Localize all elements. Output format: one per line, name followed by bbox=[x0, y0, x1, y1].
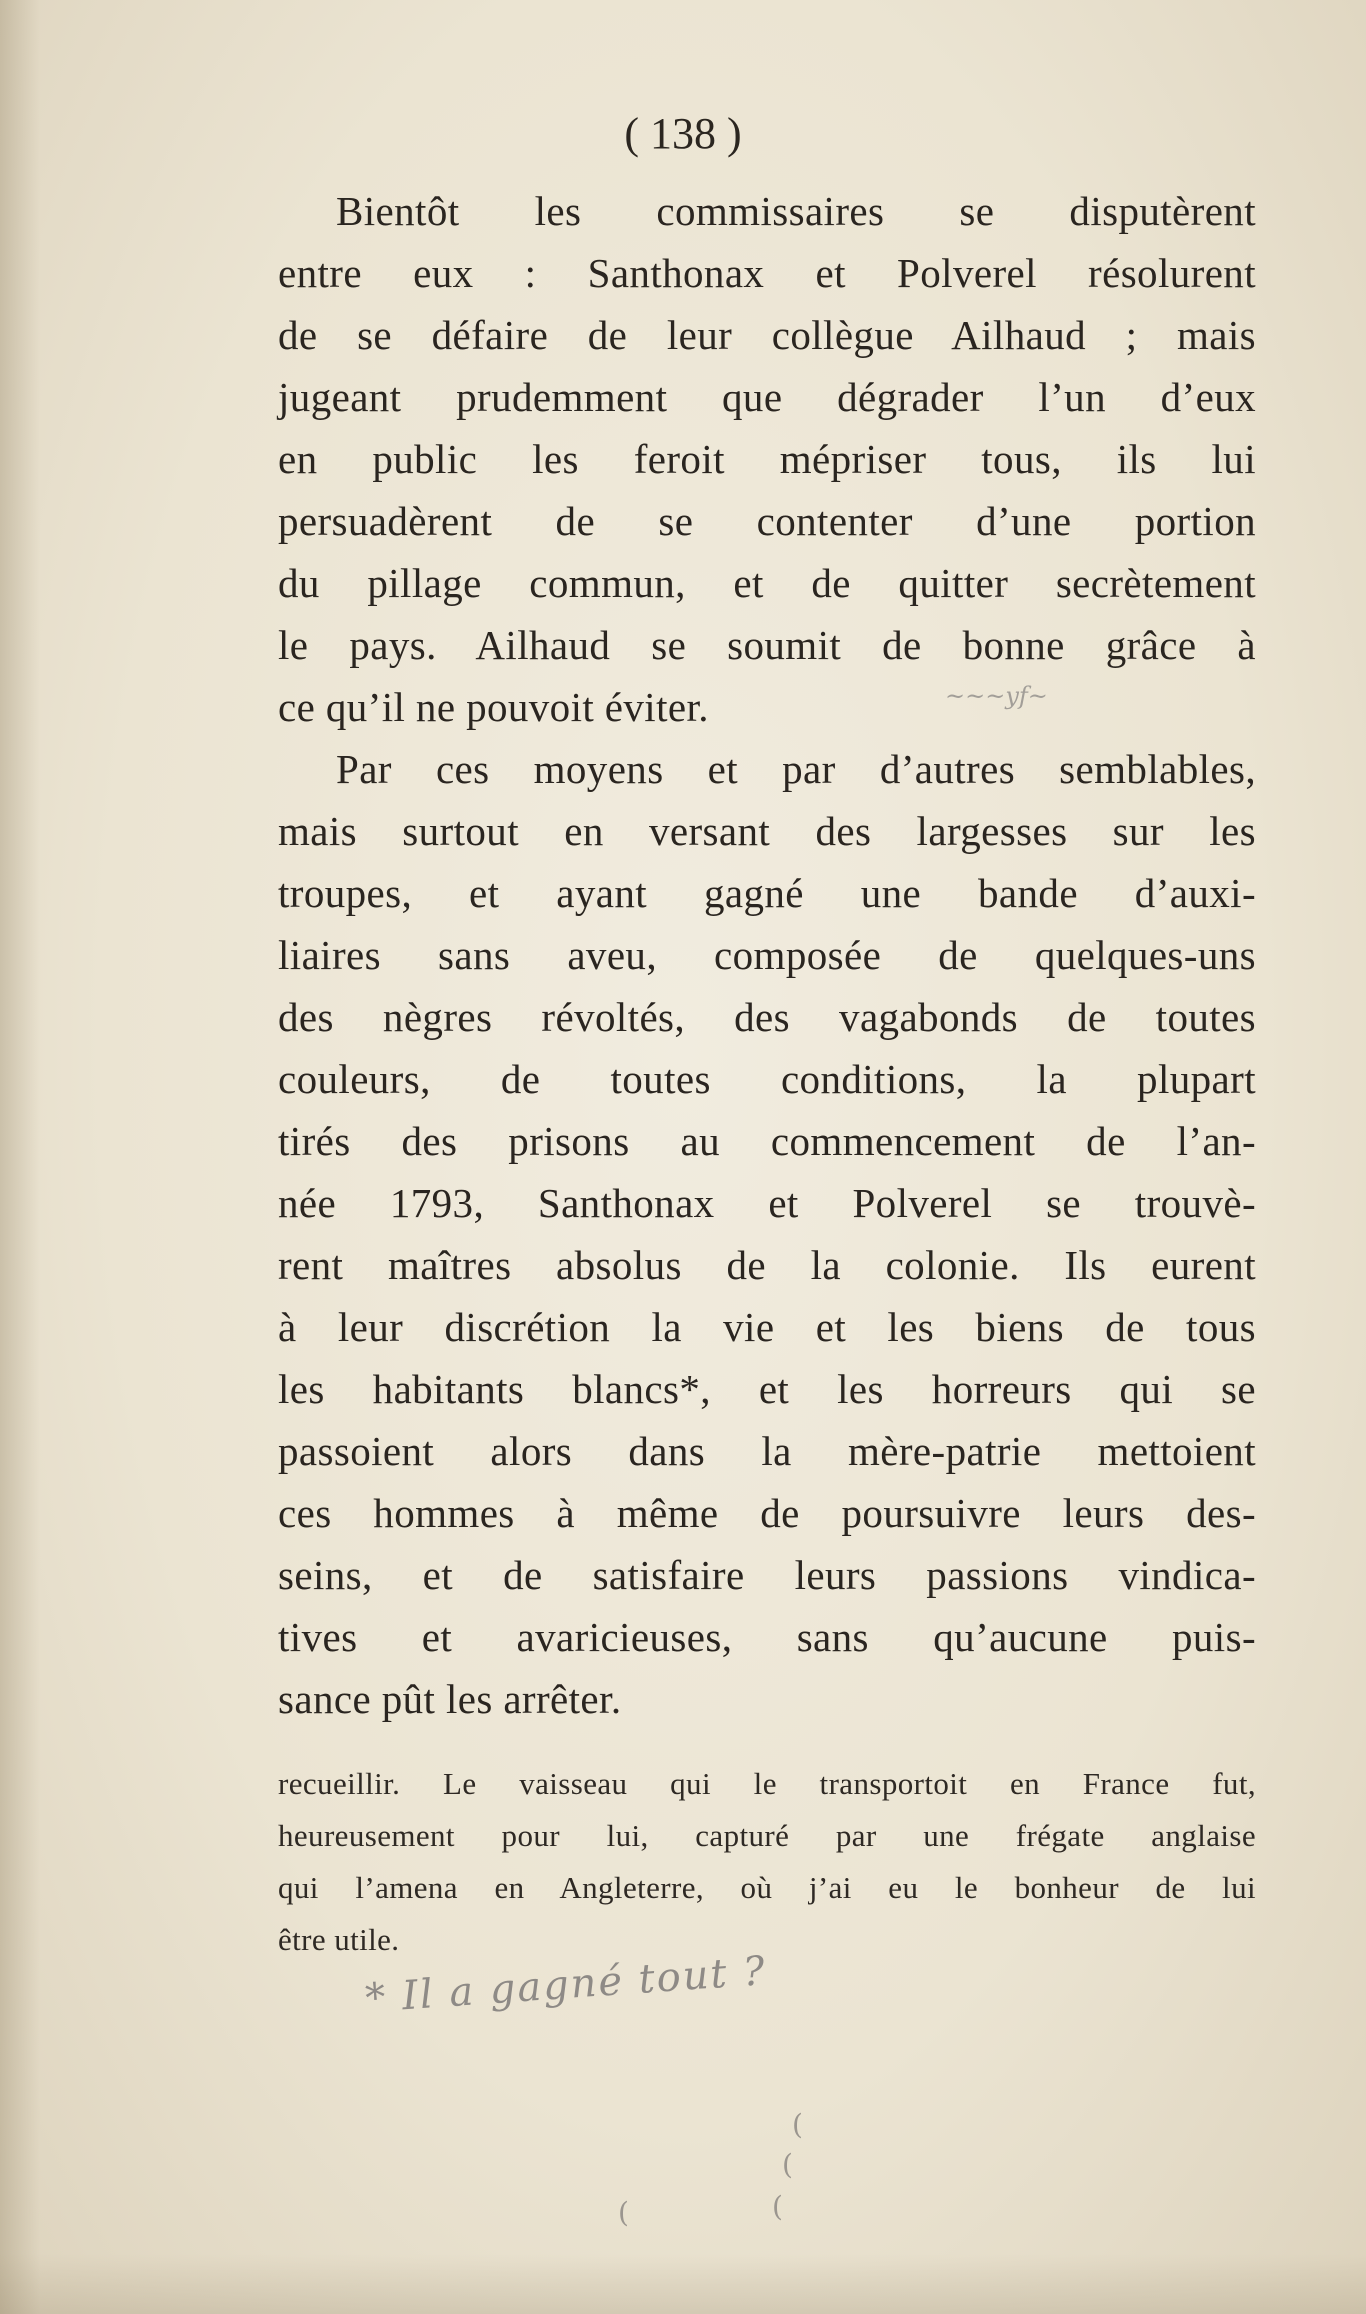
pencil-tick-icon: ( bbox=[782, 2148, 793, 2181]
pencil-tick-icon: ( bbox=[772, 2190, 783, 2223]
body-text bbox=[278, 180, 1256, 1730]
text-line: seins, et de satisfaire leurs passions vindica- bbox=[278, 1552, 1256, 1598]
footnote-line: heureusement pour lui, capturé par une frégate anglaise bbox=[278, 1818, 1256, 1853]
text-line: tives et avaricieuses, sans qu’aucune puis- bbox=[278, 1614, 1256, 1660]
text-line: persuadèrent de se contenter d’une portion bbox=[278, 498, 1256, 544]
footnote-line: être utile. bbox=[278, 1922, 400, 1957]
text-line: rent maîtres absolus de la colonie. Ils eurent bbox=[278, 1242, 1256, 1288]
pencil-tick-icon: ( bbox=[792, 2108, 803, 2141]
text-line: ces hommes à même de poursuivre leurs des- bbox=[278, 1490, 1256, 1536]
text-line: troupes, et ayant gagné une bande d’auxi- bbox=[278, 870, 1256, 916]
text-line: des nègres révoltés, des vagabonds de toutes bbox=[278, 994, 1256, 1040]
footnote-line: recueillir. Le vaisseau qui le transportoit en France fut, bbox=[278, 1766, 1256, 1801]
text-line: de se défaire de leur collègue Ailhaud ; mais bbox=[278, 312, 1256, 358]
page-bottom-shadow bbox=[0, 2254, 1366, 2314]
text-line: le pays. Ailhaud se soumit de bonne grâce à bbox=[278, 622, 1256, 668]
text-line: mais surtout en versant des largesses sur les bbox=[278, 808, 1256, 854]
footnote-line: qui l’amena en Angleterre, où j’ai eu le bonheur de lui bbox=[278, 1870, 1256, 1905]
text-line: tirés des prisons au commencement de l’an- bbox=[278, 1118, 1256, 1164]
text-line: Par ces moyens et par d’autres semblables, bbox=[336, 746, 1256, 792]
pencil-marginal-mark: ~~~yf~ bbox=[945, 682, 1048, 710]
page-edge-shadow bbox=[0, 0, 40, 2314]
text-line: à leur discrétion la vie et les biens de tous bbox=[278, 1304, 1256, 1350]
text-line: liaires sans aveu, composée de quelques-uns bbox=[278, 932, 1256, 978]
text-line: couleurs, de toutes conditions, la plupart bbox=[278, 1056, 1256, 1102]
pencil-tick-icon: ( bbox=[618, 2196, 629, 2229]
page-number-header: ( 138 ) bbox=[624, 109, 742, 158]
text-line: en public les feroit mépriser tous, ils lui bbox=[278, 436, 1256, 482]
text-line: ce qu’il ne pouvoit éviter. bbox=[278, 684, 709, 730]
text-line: les habitants blancs*, et les horreurs qui se bbox=[278, 1366, 1256, 1412]
text-line: sance pût les arrêter. bbox=[278, 1676, 622, 1722]
text-line: entre eux : Santhonax et Polverel résolurent bbox=[278, 250, 1256, 296]
text-line: jugeant prudemment que dégrader l’un d’eux bbox=[278, 374, 1256, 420]
text-line: passoient alors dans la mère-patrie mettoient bbox=[278, 1428, 1256, 1474]
pencil-handwritten-note: * Il a gagné tout ? bbox=[363, 1948, 769, 2022]
text-line: Bientôt les commissaires se disputèrent bbox=[336, 188, 1256, 234]
footnote bbox=[278, 1758, 1256, 1966]
text-line: du pillage commun, et de quitter secrètement bbox=[278, 560, 1256, 606]
text-line: née 1793, Santhonax et Polverel se trouvè- bbox=[278, 1180, 1256, 1226]
